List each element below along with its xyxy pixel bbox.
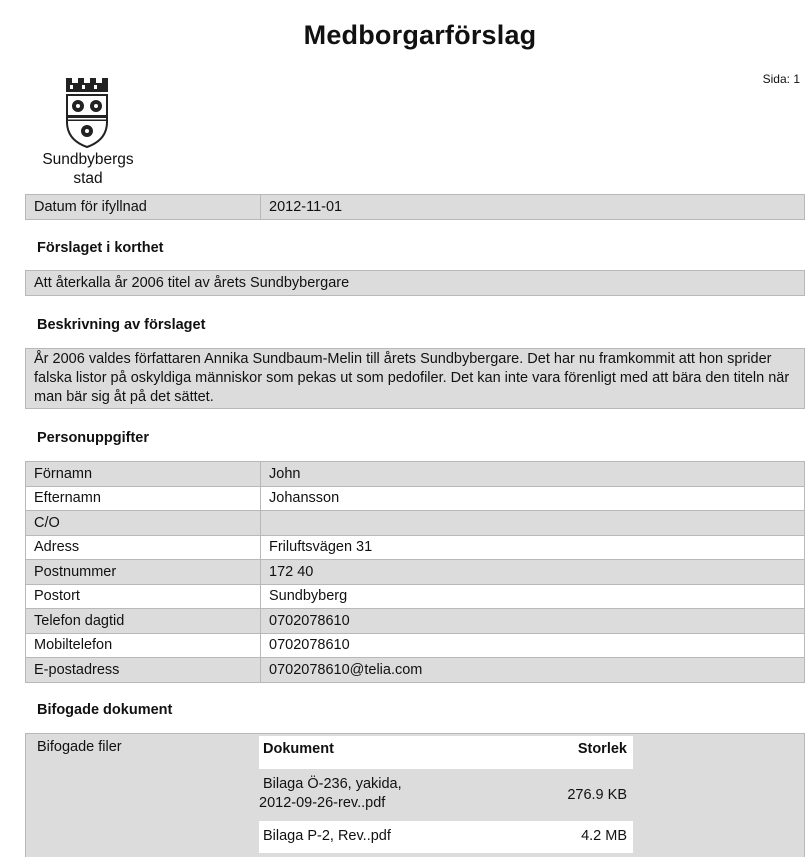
date-value: 2012-11-01 — [261, 195, 805, 220]
field-label: Efternamn — [26, 486, 261, 511]
field-value: Friluftsvägen 31 — [261, 535, 805, 560]
document-title: Medborgarförslag — [303, 20, 537, 50]
column-header-size: Storlek — [508, 736, 633, 769]
summary-heading: Förslaget i korthet — [37, 240, 164, 256]
attachments-label: Bifogade filer — [37, 739, 122, 755]
attachments-section — [25, 733, 805, 857]
field-label: Mobiltelefon — [26, 633, 261, 658]
attachment-name[interactable] — [259, 770, 508, 821]
table-row — [26, 535, 805, 560]
municipality-name — [34, 150, 142, 188]
description-text: År 2006 valdes författaren Annika Sundbaum-Melin till årets Sundbybergare. Det har nu framkommit att hon sprider falska listor på oskyldiga människor som pekas ut som pedofiler. Det kan inte vara förenligt med att bära den titeln när man bär sig åt på det sättet. — [25, 348, 805, 409]
attachments-heading: Bifogade dokument — [37, 702, 173, 718]
date-label: Datum för ifyllnad — [26, 195, 261, 220]
table-row — [26, 584, 805, 609]
field-value: 172 40 — [261, 560, 805, 585]
field-label: E-postadress — [26, 658, 261, 683]
field-value: John — [261, 462, 805, 487]
field-label: Telefon dagtid — [26, 609, 261, 634]
attachment-row — [259, 821, 633, 853]
municipality-name-line1: Sundbybergs — [42, 151, 134, 168]
municipality-name-line2: stad — [73, 170, 103, 187]
column-header-document: Dokument — [259, 736, 508, 769]
table-row — [26, 486, 805, 511]
summary-text: Att återkalla år 2006 titel av årets Sundbybergare — [25, 270, 805, 296]
table-row — [26, 511, 805, 536]
municipality-logo — [34, 78, 142, 186]
field-label: Postnummer — [26, 560, 261, 585]
date-table — [25, 194, 805, 220]
table-row — [26, 658, 805, 683]
field-value: 0702078610@telia.com — [261, 658, 805, 683]
table-row — [26, 462, 805, 487]
attachment-name-line2: 2012-09-26-rev..pdf — [259, 795, 386, 811]
coat-of-arms-icon — [64, 78, 110, 148]
attachment-name-line1: Bilaga Ö-236, yakida, — [263, 776, 402, 792]
attachment-size: 276.9 KB — [508, 770, 633, 821]
description-heading: Beskrivning av förslaget — [37, 317, 206, 333]
field-label: C/O — [26, 511, 261, 536]
field-label: Postort — [26, 584, 261, 609]
table-row — [26, 609, 805, 634]
attachments-header-row — [259, 736, 633, 769]
table-row — [26, 633, 805, 658]
attachment-row — [259, 770, 633, 821]
field-value — [261, 511, 805, 536]
table-row — [26, 560, 805, 585]
attachment-name[interactable] — [259, 821, 508, 853]
field-label: Adress — [26, 535, 261, 560]
date-row — [26, 195, 805, 220]
field-value: Johansson — [261, 486, 805, 511]
attachment-size: 4.2 MB — [508, 821, 633, 853]
field-value: 0702078610 — [261, 633, 805, 658]
field-value: Sundbyberg — [261, 584, 805, 609]
attachment-name-line1: Bilaga P-2, Rev..pdf — [263, 828, 391, 844]
field-value: 0702078610 — [261, 609, 805, 634]
page-number: Sida: 1 — [762, 72, 800, 86]
personal-table — [25, 461, 805, 683]
personal-heading: Personuppgifter — [37, 430, 149, 446]
field-label: Förnamn — [26, 462, 261, 487]
attachments-table — [259, 736, 633, 853]
